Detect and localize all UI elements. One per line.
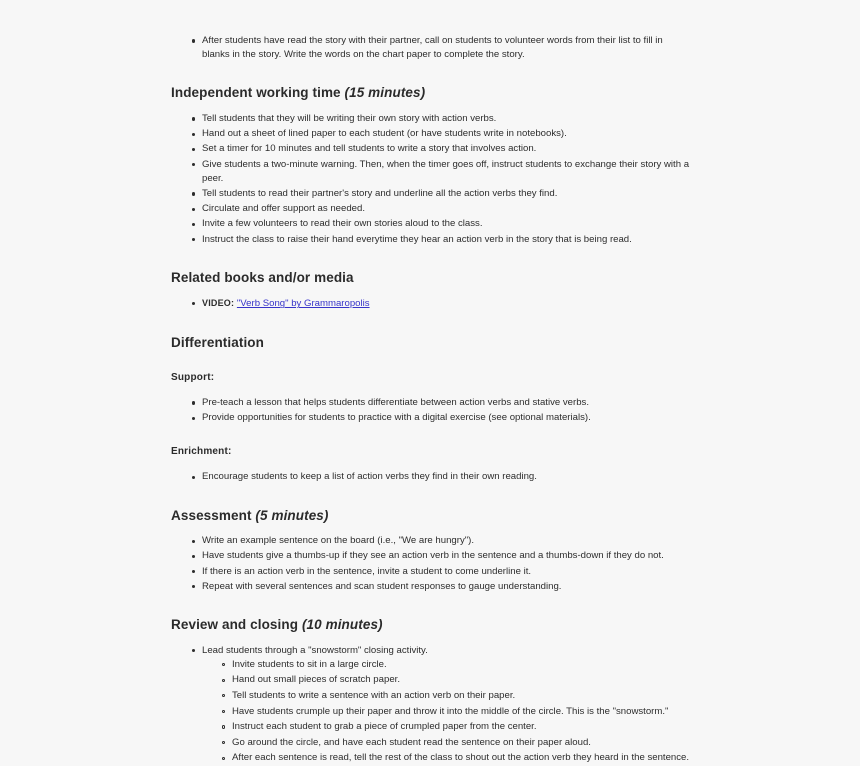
section-title: Review and closing: [171, 617, 302, 633]
media-type-label: VIDEO:: [202, 298, 237, 309]
list-item-text: Encourage students to keep a list of action verbs they find in their own reading.: [202, 471, 537, 483]
list-item-text: After students have read the story with their partner, call on students to volunteer words from their list to fill in blanks in the story. Write the words on the chart paper to complete the story.: [202, 35, 663, 61]
list-item-text: Invite a few volunteers to read their own stories aloud to the class.: [202, 218, 483, 230]
review-and-closing-list: [171, 644, 690, 766]
list-item: [171, 580, 690, 594]
list-item: [202, 720, 690, 735]
list-item: [202, 673, 690, 688]
list-item: [171, 34, 690, 62]
list-item-text: Write an example sentence on the board (i.e., "We are hungry").: [202, 535, 475, 547]
list-item: [171, 565, 690, 579]
list-item-text: Have students give a thumbs-up if they see an action verb in the sentence and a thumbs-down if they do not.: [202, 550, 664, 562]
list-item: [202, 736, 690, 751]
section-heading-related-books-and-or-media: [171, 269, 690, 287]
list-item: [171, 296, 690, 311]
list-item: [171, 534, 690, 548]
list-item-text: Instruct the class to raise their hand everytime they hear an action verb in the story that is being read.: [202, 233, 632, 245]
list-item: [171, 127, 690, 141]
section-title: Differentiation: [171, 334, 265, 350]
list-item-text: Repeat with several sentences and scan student responses to gauge understanding.: [202, 580, 562, 592]
list-item-text: Tell students to write a sentence with an action verb on their paper.: [232, 689, 516, 701]
list-item-text: Provide opportunities for students to practice with a digital exercise (see optional materials).: [202, 412, 591, 424]
sub-heading-enrichment: Enrichment:: [171, 446, 232, 458]
list-item: [171, 396, 690, 410]
intro-bullet-list: [171, 34, 690, 62]
list-item: [171, 549, 690, 563]
list-item-text: Instruct each student to grab a piece of crumpled paper from the center.: [232, 721, 537, 733]
list-item: [171, 202, 690, 216]
section-title: Independent working time: [171, 85, 345, 101]
list-item-text: Hand out a sheet of lined paper to each student (or have students write in notebooks).: [202, 128, 567, 140]
section-time: (10 minutes): [301, 617, 383, 633]
list-item-text: Tell students to read their partner's story and underline all the action verbs they find.: [202, 187, 558, 199]
list-item: [171, 411, 690, 425]
list-item: [171, 158, 690, 186]
list-item-text: Set a timer for 10 minutes and tell students to write a story that involves action.: [202, 143, 537, 155]
list-item-text: Have students crumple up their paper and throw it into the middle of the circle. This is the "snowstorm.": [232, 705, 669, 717]
list-item: [171, 142, 690, 156]
assessment-list: [171, 534, 690, 594]
section-time: (5 minutes): [255, 507, 329, 523]
list-item: [202, 658, 690, 673]
list-item: [202, 705, 690, 720]
list-item: [202, 751, 690, 766]
list-item-text: Circulate and offer support as needed.: [202, 203, 366, 215]
list-item: [171, 233, 690, 247]
section-time: (15 minutes): [344, 85, 426, 101]
list-item-text: Invite students to sit in a large circle.: [232, 658, 387, 670]
list-item-text: Lead students through a "snowstorm" closing activity.: [202, 644, 428, 656]
list-item: [171, 217, 690, 231]
list-item: [202, 689, 690, 704]
section-heading-independent-working-time: [171, 84, 690, 102]
section-title: Assessment: [171, 507, 256, 523]
list-item: [171, 470, 690, 484]
list-item: [171, 112, 690, 126]
list-item-text: If there is an action verb in the sentence, invite a student to come underline it.: [202, 565, 532, 577]
enrichment-list: [171, 470, 690, 484]
list-item-text: [202, 296, 690, 311]
section-heading-differentiation: [171, 334, 690, 352]
list-item: [171, 187, 690, 201]
section-title: Related books and/or media: [171, 269, 354, 285]
list-item: [171, 644, 690, 766]
list-item-text: Go around the circle, and have each student read the sentence on their paper aloud.: [232, 736, 591, 748]
verb-song-video-link[interactable]: "Verb Song" by Grammaropolis: [236, 298, 370, 310]
section-heading-review-and-closing: [171, 616, 690, 634]
list-item-text: After each sentence is read, tell the rest of the class to shout out the action verb they heard in the sentence.: [232, 752, 690, 764]
section-heading-assessment: [171, 507, 690, 525]
list-item-text: Tell students that they will be writing their own story with action verbs.: [202, 112, 497, 124]
lesson-plan-content: [171, 34, 690, 766]
related-media-list: [171, 296, 690, 311]
sub-heading-support: Support:: [171, 372, 215, 384]
list-item-text: Give students a two-minute warning. Then, when the timer goes off, instruct students to exchange their story with a peer.: [202, 158, 690, 184]
list-item-text: Pre-teach a lesson that helps students differentiate between action verbs and stative verbs.: [202, 397, 590, 409]
independent-working-time-list: [171, 112, 690, 247]
support-list: [171, 396, 690, 425]
list-item-text: Hand out small pieces of scratch paper.: [232, 674, 400, 686]
snowstorm-steps-list: [202, 658, 690, 766]
